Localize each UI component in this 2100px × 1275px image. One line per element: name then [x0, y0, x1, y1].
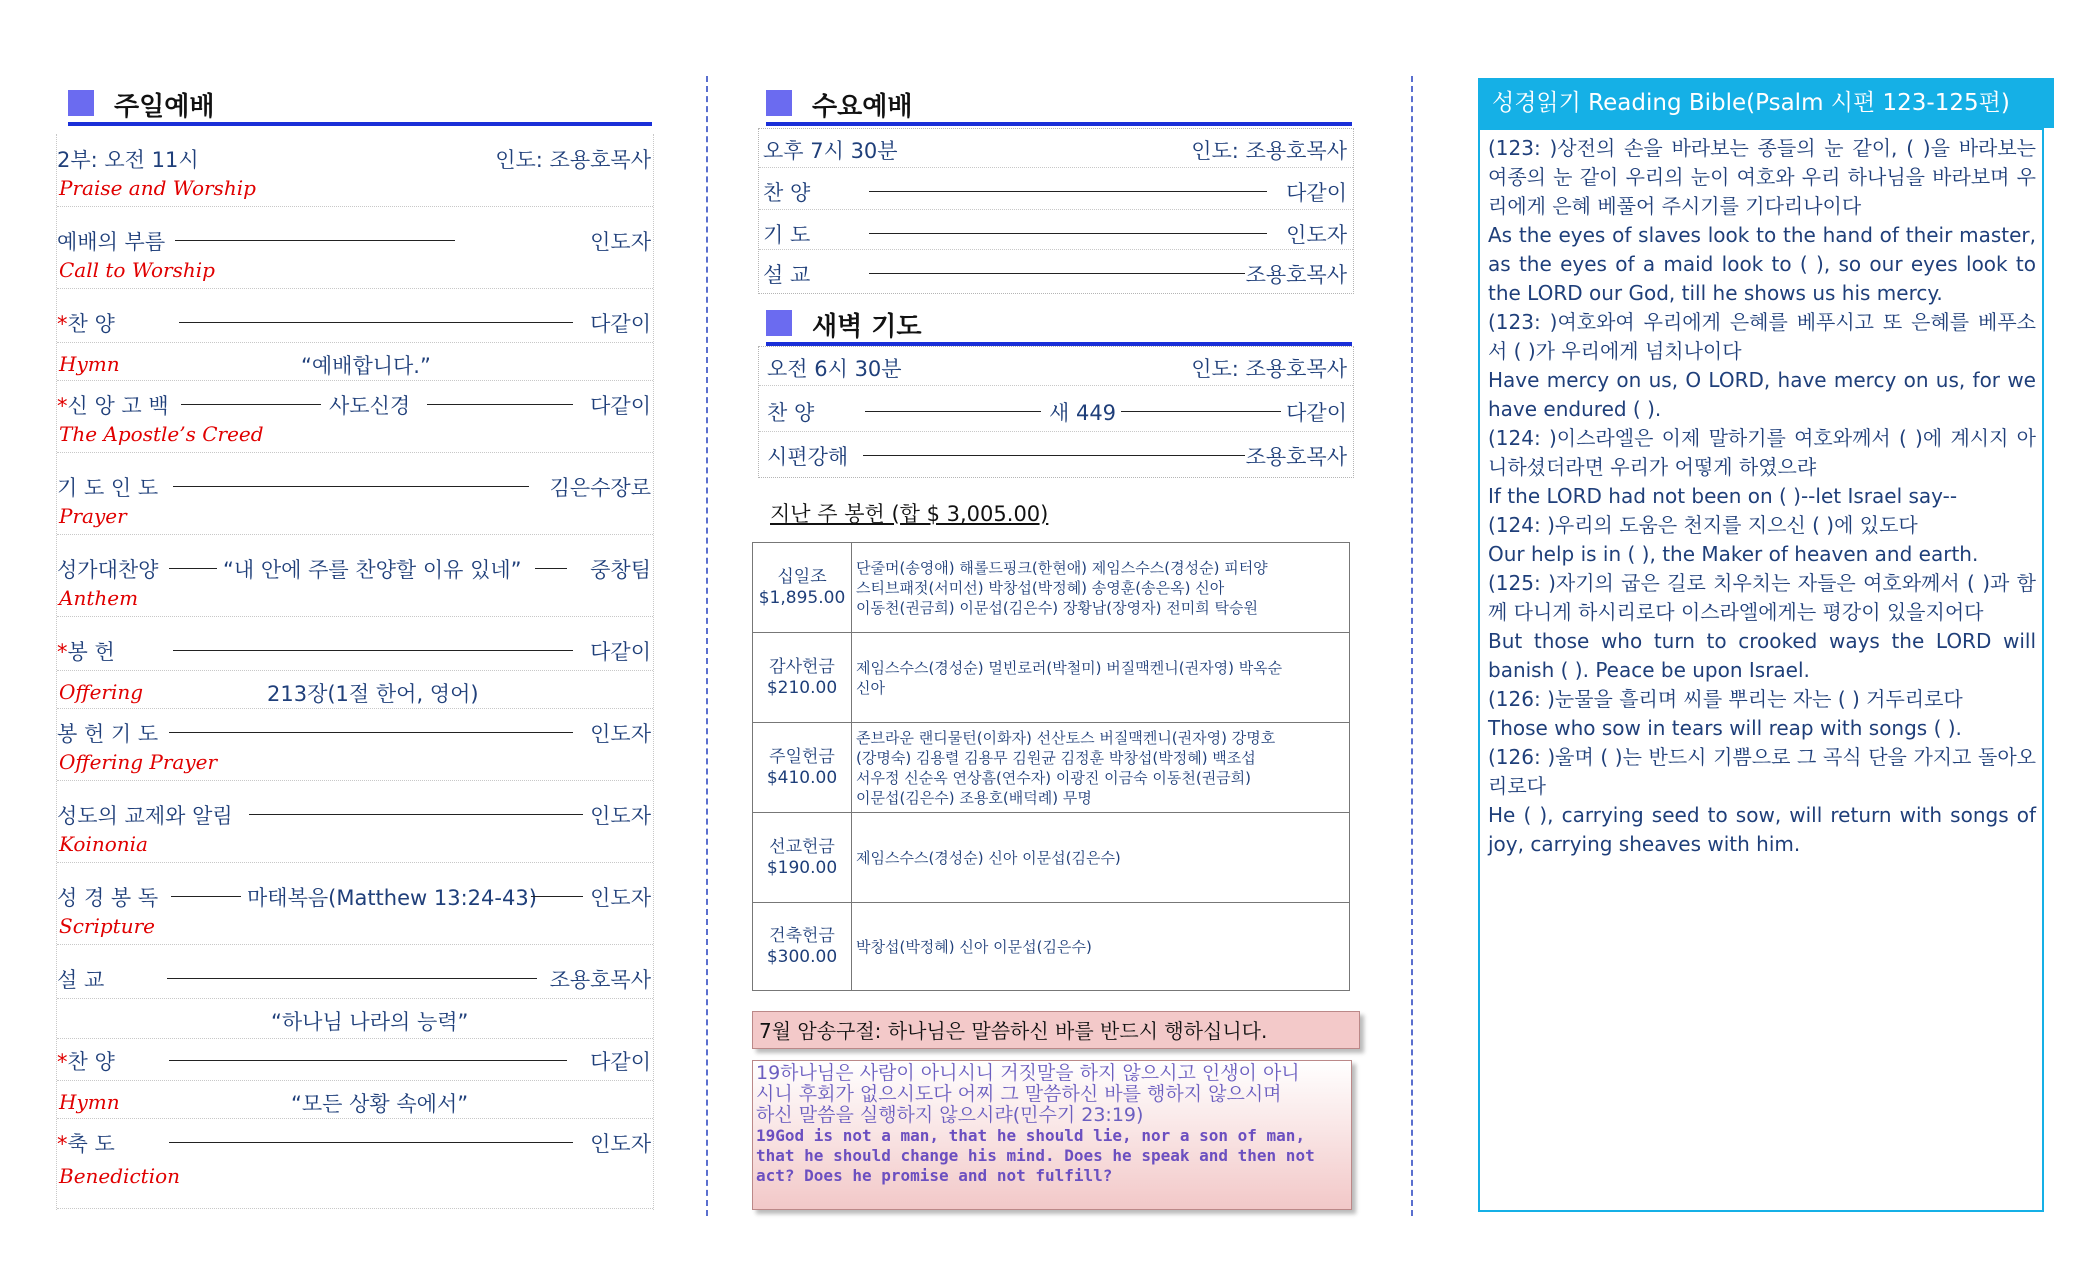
bible-reading-text	[1488, 134, 2036, 859]
item-label: 성 경 봉 독	[57, 886, 159, 910]
order-item-koinonia	[57, 800, 653, 826]
offering-amount: $300.00	[766, 946, 838, 967]
order-item-creed	[57, 390, 653, 416]
leader-line	[173, 650, 573, 651]
bible-paragraph: (123: )여호와여 우리에게 은혜를 베푸시고 또 은혜를 베푸소서 ( )가 우리에게 넘치나이다	[1488, 310, 2036, 363]
row-separator	[57, 670, 653, 671]
item-label: 성도의 교제와 알림	[57, 804, 233, 828]
leader-line	[169, 1060, 567, 1061]
item-label: 찬 양	[67, 1050, 115, 1074]
item-right: 조용호목사	[1245, 263, 1347, 287]
name-line: 이문섭(김은수) 조용호(배덕례) 무명	[856, 788, 1092, 807]
offering-amount: $1,895.00	[758, 587, 846, 608]
leader-line	[171, 896, 241, 897]
item-en: Hymn	[59, 1090, 120, 1114]
leader-line	[173, 486, 529, 487]
wednesday-leader: 인도: 조용호목사	[1191, 139, 1347, 163]
verse-ko-line: 시니 후회가 없으시도다 어찌 그 말씀하신 바를 행하지 않으시며	[756, 1083, 1282, 1105]
leader-line	[863, 455, 1245, 456]
offering-category-cell	[753, 723, 852, 813]
bible-paragraph: Those who sow in tears will reap with songs ( ).	[1488, 716, 1962, 740]
item-right: 다같이	[590, 394, 651, 418]
leader-line	[531, 896, 583, 897]
item-en: Scripture	[59, 914, 155, 938]
name-line: (강명숙) 김용렬 김용무 김원균 김정훈 박창섭(박정혜) 백조섭	[856, 748, 1256, 767]
name-line: 존브라운 랜디물턴(이화자) 선산토스 버질맥켄니(권자영) 강명호	[856, 728, 1276, 747]
item-right: 인도자	[590, 230, 651, 254]
table-row	[753, 903, 1350, 991]
section-square-icon	[68, 90, 94, 116]
offering-table	[752, 542, 1350, 991]
offering-category-cell	[753, 903, 852, 991]
bible-paragraph: He ( ), carrying seed to sow, will return with songs of joy, carrying sheaves with him.	[1488, 803, 2036, 856]
sunday-leader: 인도: 조용호목사	[495, 148, 651, 172]
order-item-prayer	[57, 472, 653, 498]
bible-paragraph: If the LORD had not been on ( )--let Israel say--	[1488, 484, 1958, 508]
table-row	[753, 543, 1350, 633]
item-right: 중창팀	[590, 558, 651, 582]
row-separator	[759, 167, 1353, 168]
order-item-hymn-1	[57, 308, 653, 334]
star-mark: *	[57, 1132, 68, 1156]
verse-ko-line: 19하나님은 사람이 아니시니 거짓말을 하지 않으시고 인생이 아니	[756, 1062, 1300, 1084]
order-item-hymn-2	[57, 1046, 653, 1072]
order-item-sermon	[57, 964, 653, 990]
leader-line	[869, 273, 1245, 274]
name-line: 스티브패젓(서미선) 박창섭(박정혜) 송영훈(송은옥) 신아	[856, 578, 1225, 597]
offering-category-cell	[753, 813, 852, 903]
offering-names	[852, 813, 1350, 903]
order-item-offering	[57, 636, 653, 662]
praise-en: Praise and Worship	[59, 176, 256, 200]
item-right: 인도자	[590, 722, 651, 746]
offering-names	[852, 543, 1350, 633]
bible-paragraph: (126: )눈물을 흘리며 씨를 뿌리는 자는 ( ) 거두리로다	[1488, 687, 1963, 711]
wednesday-item-prayer	[763, 219, 1347, 245]
offering-category: 감사헌금	[769, 656, 835, 677]
row-separator	[57, 534, 653, 535]
item-right: 인도자	[1286, 223, 1347, 247]
item-label: 찬 양	[67, 312, 115, 336]
name-line: 제임스수스(경성순) 멀빈로러(박철미) 버질맥켄니(권자영) 박옥순	[856, 658, 1283, 677]
leader-line	[169, 732, 573, 733]
row-separator	[57, 1038, 653, 1039]
offering-category: 건축헌금	[769, 925, 835, 946]
row-separator	[759, 209, 1353, 210]
item-en: Prayer	[59, 504, 127, 528]
offering-amount: $190.00	[766, 857, 838, 878]
item-mid: 새 449	[1049, 401, 1117, 425]
offering-amount: $210.00	[766, 677, 838, 698]
row-separator	[57, 780, 653, 781]
wednesday-item-hymn	[763, 177, 1347, 203]
offering-hymn: 213장(1절 한어, 영어)	[267, 682, 479, 706]
item-mid: 사도신경	[329, 394, 411, 418]
star-mark: *	[57, 312, 68, 336]
sunday-time-row	[57, 144, 653, 170]
item-en: Call to Worship	[59, 258, 215, 282]
row-separator	[57, 452, 653, 453]
bible-paragraph: (124: )우리의 도움은 천지를 지으신 ( )에 있도다	[1488, 513, 1918, 537]
item-right: 조용호목사	[549, 968, 651, 992]
row-separator	[57, 288, 653, 289]
leader-line	[169, 1142, 573, 1143]
name-line: 제임스수스(경성순) 신아 이문섭(김은수)	[856, 848, 1121, 867]
item-right: 다같이	[590, 1050, 651, 1074]
item-right: 김은수장로	[549, 476, 651, 500]
item-label: 찬 양	[763, 181, 811, 205]
item-label: 설 교	[763, 263, 811, 287]
table-row	[753, 813, 1350, 903]
offering-names	[852, 723, 1350, 813]
item-en: Koinonia	[59, 832, 148, 856]
wednesday-item-sermon	[763, 259, 1347, 285]
row-separator	[759, 249, 1353, 250]
memory-verse-box	[752, 1060, 1352, 1210]
item-label: 성가대찬양	[57, 558, 159, 582]
dawn-section-header	[766, 306, 1352, 346]
item-right: 다같이	[590, 312, 651, 336]
item-label: 예배의 부름	[57, 230, 166, 254]
dawn-box	[758, 346, 1354, 478]
row-separator	[57, 1118, 653, 1119]
sunday-time: 2부: 오전 11시	[57, 148, 199, 172]
leader-line	[865, 411, 1041, 412]
name-line: 신아	[856, 678, 885, 697]
verse-ko-line: 하신 말씀을 실행하지 않으시랴(민수기 23:19)	[756, 1104, 1144, 1126]
verse-en-line: that he should change his mind. Does he speak and then not	[756, 1146, 1315, 1165]
bible-paragraph: (126: )울며 ( )는 반드시 기쁨으로 그 곡식 단을 가지고 돌아오리로다	[1488, 745, 2036, 798]
wednesday-title: 수요예배	[812, 92, 913, 122]
leader-line	[1121, 411, 1281, 412]
row-separator	[57, 380, 653, 381]
item-label: 찬 양	[767, 401, 815, 425]
table-row	[753, 633, 1350, 723]
dawn-item-hymn	[767, 397, 1347, 423]
dawn-time: 오전 6시 30분	[767, 357, 902, 381]
leader-line	[175, 240, 455, 241]
item-label: 봉 헌 기 도	[57, 722, 159, 746]
name-line: 단줄머(송영애) 해롤드핑크(한현애) 제임스수스(경성순) 피터양	[856, 558, 1268, 577]
row-separator	[57, 342, 653, 343]
sunday-section-header	[68, 86, 652, 126]
wednesday-section-header	[766, 86, 1352, 126]
section-underline	[766, 122, 1352, 126]
offering-category: 선교헌금	[769, 836, 835, 857]
leader-line	[869, 191, 1267, 192]
item-label: 봉 헌	[67, 640, 115, 664]
offering-amount: $410.00	[766, 767, 838, 788]
offering-names	[852, 903, 1350, 991]
leader-line	[181, 404, 321, 405]
bible-reading-title: 성경읽기 Reading Bible(Psalm 시편 123-125편)	[1478, 78, 2054, 128]
memory-verse-heading: 7월 암송구절: 하나님은 말씀하신 바를 반드시 행하십니다.	[752, 1011, 1360, 1049]
row-separator	[57, 944, 653, 945]
item-en: Anthem	[59, 586, 139, 610]
item-label: 시편강해	[767, 445, 849, 469]
item-en: Hymn	[59, 352, 120, 376]
order-item-anthem	[57, 554, 653, 580]
offering-title: 지난 주 봉헌 (합 $ 3,005.00)	[770, 502, 1049, 526]
bible-paragraph: (124: )이스라엘은 이제 말하기를 여호와께서 ( )에 계시지 아니하셨더라면 우리가 어떻게 하였으랴	[1488, 426, 2036, 479]
offering-names	[852, 633, 1350, 723]
row-separator	[57, 708, 653, 709]
row-separator	[759, 431, 1353, 432]
order-item-benediction	[57, 1128, 653, 1154]
row-separator	[57, 206, 653, 207]
dawn-title: 새벽 기도	[812, 312, 922, 342]
row-separator	[57, 998, 653, 999]
order-item-scripture	[57, 882, 653, 908]
star-mark: *	[57, 640, 68, 664]
column-divider-right	[1411, 76, 1413, 1216]
item-label: 기 도	[763, 223, 811, 247]
item-label: 신 앙 고 백	[67, 394, 169, 418]
sunday-title: 주일예배	[114, 92, 215, 122]
item-label: 기 도 인 도	[57, 476, 159, 500]
offering-category: 십일조	[777, 566, 827, 587]
item-right: 인도자	[590, 1132, 651, 1156]
offering-category-cell	[753, 543, 852, 633]
item-mid: 마태복음(Matthew 13:24-43)	[247, 886, 537, 910]
wednesday-box	[758, 128, 1354, 294]
leader-line	[169, 568, 217, 569]
leader-line	[535, 568, 567, 569]
verse-en-line: 19God is not a man, that he should lie, nor a son of man,	[756, 1126, 1306, 1145]
offering-category-cell	[753, 633, 852, 723]
item-mid: “내 안에 주를 찬양할 이유 있네”	[223, 558, 522, 582]
row-separator	[57, 862, 653, 863]
hymn-title-1: “예배합니다.”	[301, 354, 431, 378]
order-item-call	[57, 226, 653, 252]
leader-line	[869, 233, 1267, 234]
section-square-icon	[766, 310, 792, 336]
bible-paragraph: As the eyes of slaves look to the hand of their master, as the eyes of a maid look to ( ), so our eyes look to the LORD our God, till he shows us his mercy.	[1488, 223, 2036, 305]
bible-paragraph: But those who turn to crooked ways the LORD will banish ( ). Peace be upon Israel.	[1488, 629, 2036, 682]
leader-line	[427, 404, 573, 405]
name-line: 서우정 신순옥 연상흠(연수자) 이광진 이금숙 이동천(권금희)	[856, 768, 1252, 787]
item-right: 다같이	[1286, 181, 1347, 205]
dawn-time-row	[767, 353, 1347, 379]
section-square-icon	[766, 90, 792, 116]
hymn-title-2: “모든 상황 속에서”	[291, 1092, 469, 1116]
bible-paragraph: (123: )상전의 손을 바라보는 종들의 눈 같이, ( )을 바라보는 여종의 눈 같이 우리의 눈이 여호와 우리 하나님을 바라보며 우리에게 은혜 베풀어 주시기를 기다리나이다	[1488, 136, 2036, 218]
item-label: 설 교	[57, 968, 105, 992]
sunday-order	[56, 134, 654, 1210]
row-separator	[57, 1080, 653, 1081]
dawn-leader: 인도: 조용호목사	[1191, 357, 1347, 381]
item-right: 인도자	[590, 804, 651, 828]
row-separator	[759, 385, 1353, 386]
item-label: 축 도	[67, 1132, 115, 1156]
item-en: Offering Prayer	[59, 750, 218, 774]
item-right: 다같이	[590, 640, 651, 664]
table-row	[753, 723, 1350, 813]
bible-paragraph: Have mercy on us, O LORD, have mercy on us, for we have endured ( ).	[1488, 368, 2036, 421]
dawn-item-psalm	[767, 441, 1347, 467]
section-underline	[68, 122, 652, 126]
item-right: 조용호목사	[1245, 445, 1347, 469]
item-en: Benediction	[59, 1164, 181, 1188]
column-divider-left	[706, 76, 708, 1216]
order-item-offering-prayer	[57, 718, 653, 744]
sermon-title: “하나님 나라의 능력”	[271, 1010, 469, 1034]
star-mark: *	[57, 1050, 68, 1074]
wednesday-time-row	[763, 135, 1347, 161]
item-en: The Apostle’s Creed	[59, 422, 264, 446]
row-separator	[57, 616, 653, 617]
item-en: Offering	[59, 680, 144, 704]
leader-line	[179, 322, 573, 323]
item-right: 인도자	[590, 886, 651, 910]
bible-paragraph: Our help is in ( ), the Maker of heaven and earth.	[1488, 542, 1979, 566]
star-mark: *	[57, 394, 68, 418]
name-line: 이동천(권금희) 이문섭(김은수) 장황남(장영자) 전미희 탁승원	[856, 598, 1258, 617]
item-right: 다같이	[1286, 401, 1347, 425]
wednesday-time: 오후 7시 30분	[763, 139, 898, 163]
leader-line	[249, 814, 583, 815]
name-line: 박창섭(박정혜) 신아 이문섭(김은수)	[856, 937, 1092, 956]
bible-paragraph: (125: )자기의 굽은 길로 치우치는 자들은 여호와께서 ( )과 함께 다니게 하시리로다 이스라엘에게는 평강이 있을지어다	[1488, 571, 2036, 624]
verse-en-line: act? Does he promise and not fulfill?	[756, 1166, 1113, 1185]
row-separator	[57, 1208, 653, 1209]
offering-category: 주일헌금	[769, 746, 835, 767]
leader-line	[167, 978, 537, 979]
